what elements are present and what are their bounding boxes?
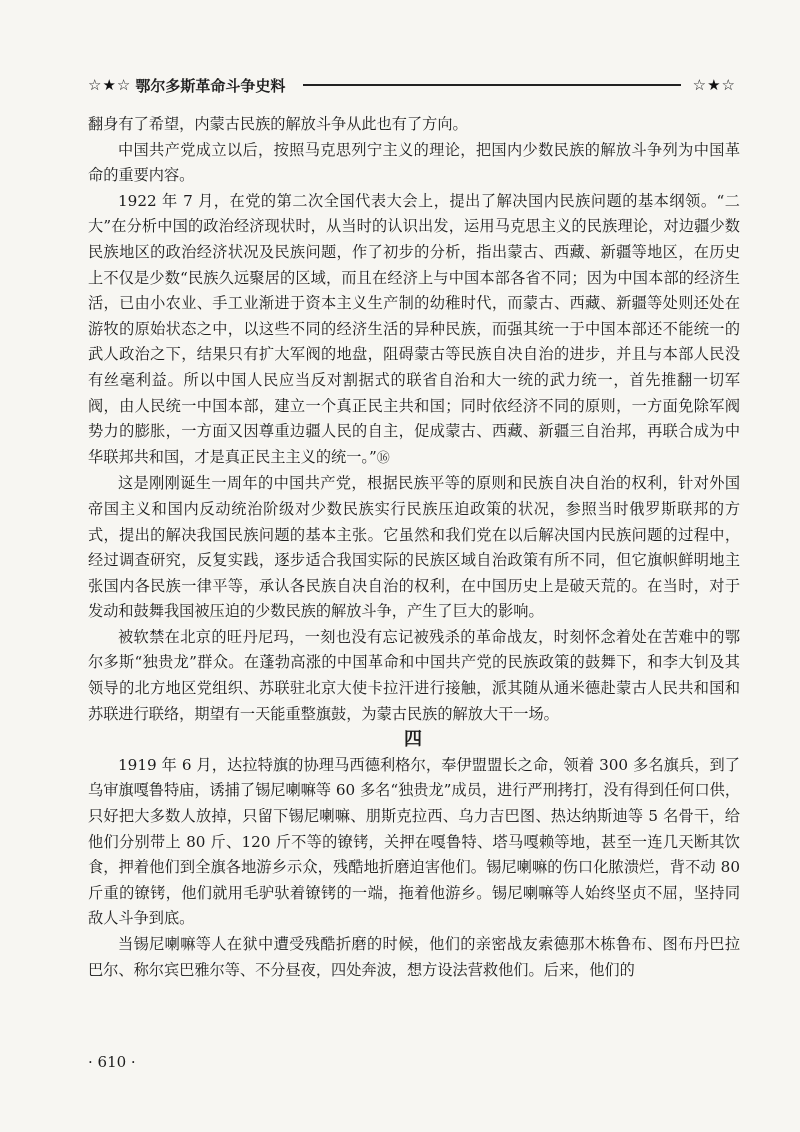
- paragraph: 1919 年 6 月，达拉特旗的协理马西德利格尔，奉伊盟盟长之命，领着 300 多名旗兵，到了乌审旗嘎鲁特庙，诱捕了锡尼喇嘛等 60 多名“独贵龙”成员，进行严刑拷打，没有得到任何口供，只好把大多数人放掉，只留下锡尼喇嘛、朋斯克拉西、乌力吉巴图、热达纳斯迪等 5 名骨干，给他们分别带上 80 斤、120 斤不等的镣铐，关押在嘎鲁特、塔马嘎赖等地，甚至一连几天断其饮食，押着他们到全旗各地游乡示众，残酷地折磨迫害他们。锡尼喇嘛的伤口化脓溃烂，背不动 80 斤重的镣铐，他们就用毛驴驮着镣铐的一端，拖着他游乡。锡尼喇嘛等人始终坚贞不屈，坚持同敌人斗争到底。: [88, 755, 741, 928]
- footnote-marker: ⑯: [376, 450, 390, 466]
- section-heading: 四: [404, 729, 424, 751]
- page-number: · 610 ·: [88, 1053, 136, 1071]
- paragraph: 当锡尼喇嘛等人在狱中遭受残酷折磨的时候，他们的亲密战友索德那木栋鲁布、图布丹巴拉巴尔、称尔宾巴雅尔等、不分昼夜，四处奔波，想方设法营救他们。后来，他们的: [88, 935, 740, 979]
- paragraph-text: 1922 年 7 月，在党的第二次全国代表大会上，提出了解决国内民族问题的基本纲领。“二大”在分析中国的政治经济现状时，从当时的认识出发，运用马克思主义的民族理论，对边疆少数民族地区的政治经济状况及民族问题，作了初步的分析，指出蒙古、西藏、新疆等地区，在历史上不仅是少数“民族久远聚居的区域，而且在经济上与中国本部各省不同；因为中国本部的经济生活，已由小农业、手工业渐进于资本主义生产制的幼稚时代，而蒙古、西藏、新疆等处则还处在游牧的原始状态之中，以这些不同的经济生活的异种民族，而强其统一于中国本部还不能统一的武人政治之下，结果只有扩大军阀的地盘，阻碍蒙古等民族自决自治的进步，并且与本部人民没有丝毫利益。所以中国人民应当反对割据式的联省自治和大一统的武力统一，首先推翻一切军阀，由人民统一中国本部，建立一个真正民主共和国；同时依经济不同的原则，一方面免除军阀势力的膨胀，一方面又因尊重边疆人民的自主，促成蒙古、西藏、新疆三自治邦，再联合成为中华联邦共和国，才是真正民主主义的统一。”: [88, 191, 740, 466]
- running-header: [88, 72, 736, 98]
- paragraph: 这是刚刚诞生一周年的中国共产党，根据民族平等的原则和民族自决自治的权利，针对外国帝国主义和国内反动统治阶级对少数民族实行民族压迫政策的状况，参照当时俄罗斯联邦的方式，提出的解决我国民族问题的基本主张。它虽然和我们党在以后解决国内民族问题的过程中，经过调查研究，反复实践，逐步适合我国实际的民族区域自治政策有所不同，但它旗帜鲜明地主张国内各民族一律平等，承认各民族自决自治的权利，在中国历史上是破天荒的。在当时，对于发动和鼓舞我国被压迫的少数民族的解放斗争，产生了巨大的影响。: [88, 474, 740, 621]
- header-stars-left: ☆★☆: [88, 76, 132, 94]
- book-title: 鄂尔多斯革命斗争史料: [135, 76, 286, 95]
- paragraph: [88, 189, 740, 472]
- header-stars-right: ☆★☆: [692, 76, 736, 94]
- header-rule: [303, 84, 680, 86]
- paragraph: 中国共产党成立以后，按照马克思列宁主义的理论，把国内少数民族的解放斗争列为中国革命的重要内容。: [88, 140, 740, 185]
- body-text: [88, 112, 740, 983]
- paragraph: 被软禁在北京的旺丹尼玛，一刻也没有忘记被残杀的革命战友，时刻怀念着处在苦难中的鄂尔多斯“独贵龙”群众。在蓬勃高涨的中国革命和中国共产党的民族政策的鼓舞下，和李大钊及其领导的北方地区党组织、苏联驻北京大使卡拉汗进行接触，派其随从通米德赴蒙古人民共和国和苏联进行联络，期望有一天能重整旗鼓，为蒙古民族的解放大干一场。: [88, 627, 740, 723]
- paragraph: 翻身有了希望，内蒙古民族的解放斗争从此也有了方向。: [88, 115, 468, 133]
